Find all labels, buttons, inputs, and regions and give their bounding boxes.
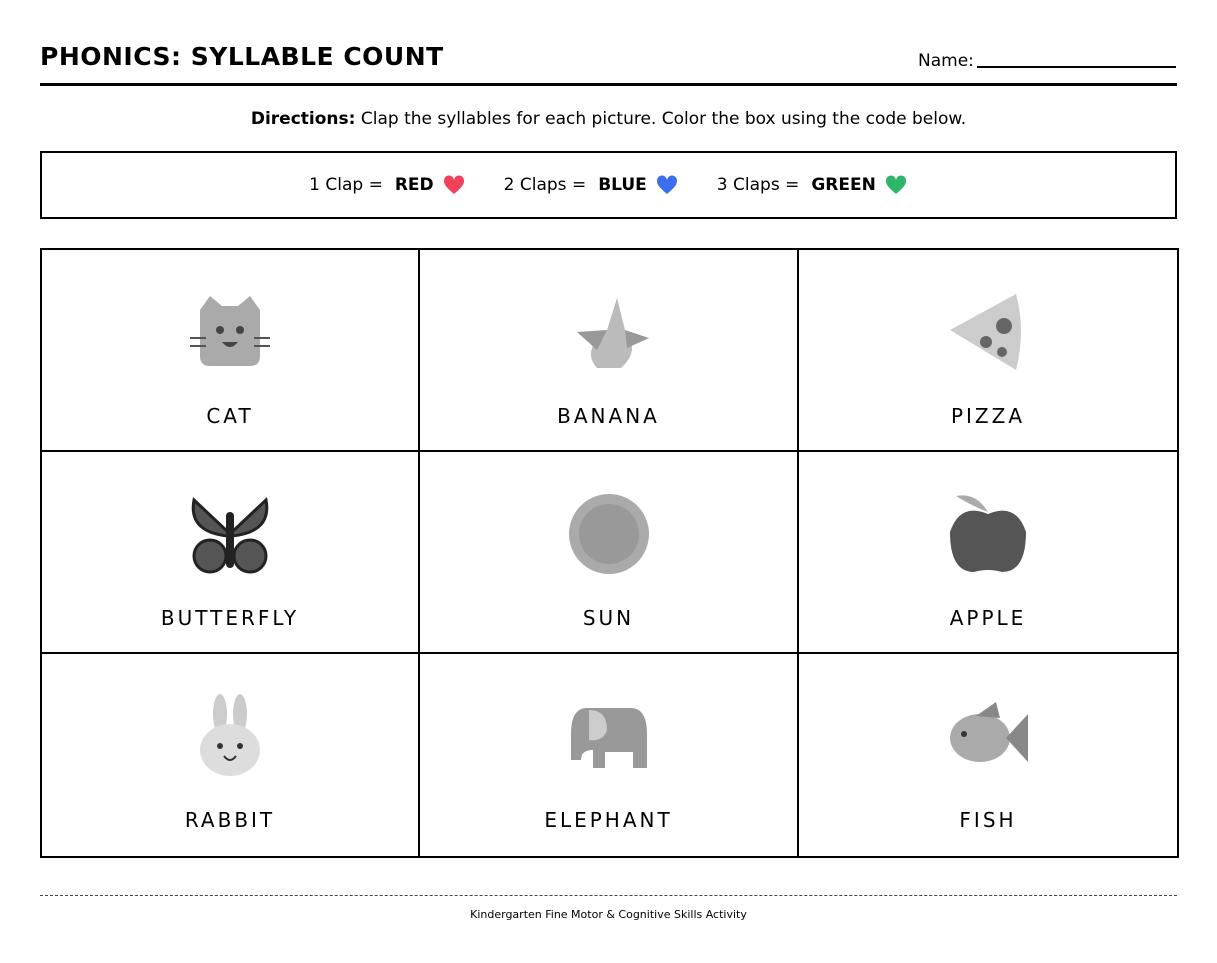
code-color-name: RED: [394, 175, 434, 195]
word-label: APPLE: [949, 606, 1027, 630]
name-label: Name:: [918, 51, 974, 71]
color-code-box: [40, 151, 1177, 219]
card-rabbit[interactable]: [42, 654, 420, 856]
directions-text: Clap the syllables for each picture. Color the box using the code below.: [355, 109, 967, 129]
directions: [0, 109, 1217, 129]
red-heart-icon: [442, 173, 466, 197]
code-color-name: GREEN: [811, 175, 876, 195]
card-fish[interactable]: [799, 654, 1177, 856]
code-item-red: [309, 173, 466, 197]
word-label: BUTTERFLY: [160, 606, 300, 630]
card-elephant[interactable]: [420, 654, 799, 856]
card-sun[interactable]: [420, 452, 799, 654]
rabbit-icon: [188, 694, 272, 778]
cat-icon: [188, 290, 272, 374]
blue-heart-icon: [655, 173, 679, 197]
butterfly-icon: [188, 492, 272, 576]
card-cat[interactable]: [42, 250, 420, 452]
code-item-blue: [504, 173, 679, 197]
green-heart-icon: [884, 173, 908, 197]
code-claps: 1 Clap =: [309, 175, 383, 195]
card-butterfly[interactable]: [42, 452, 420, 654]
banana-icon: [567, 290, 651, 374]
footer-text: Kindergarten Fine Motor & Cognitive Skills Activity: [470, 908, 747, 921]
code-item-green: [717, 173, 908, 197]
word-label: BANANA: [557, 404, 660, 428]
word-label: FISH: [959, 808, 1017, 832]
code-claps: 3 Claps =: [716, 175, 800, 195]
sun-icon: [567, 492, 651, 576]
code-color-name: BLUE: [598, 175, 647, 195]
directions-label: Directions:: [250, 109, 356, 129]
page-title: PHONICS: SYLLABLE COUNT: [40, 42, 444, 71]
pizza-icon: [946, 290, 1030, 374]
word-label: SUN: [582, 606, 635, 630]
card-pizza[interactable]: [799, 250, 1177, 452]
word-label: PIZZA: [950, 404, 1026, 428]
word-label: RABBIT: [184, 808, 276, 832]
picture-grid: [40, 248, 1179, 858]
card-banana[interactable]: [420, 250, 799, 452]
footer-divider: [40, 895, 1177, 896]
elephant-icon: [567, 694, 651, 778]
code-claps: 2 Claps =: [503, 175, 587, 195]
name-line[interactable]: [977, 66, 1176, 68]
header-divider: [40, 83, 1177, 86]
fish-icon: [946, 694, 1030, 778]
card-apple[interactable]: [799, 452, 1177, 654]
word-label: ELEPHANT: [544, 808, 673, 832]
apple-icon: [946, 492, 1030, 576]
word-label: CAT: [206, 404, 254, 428]
